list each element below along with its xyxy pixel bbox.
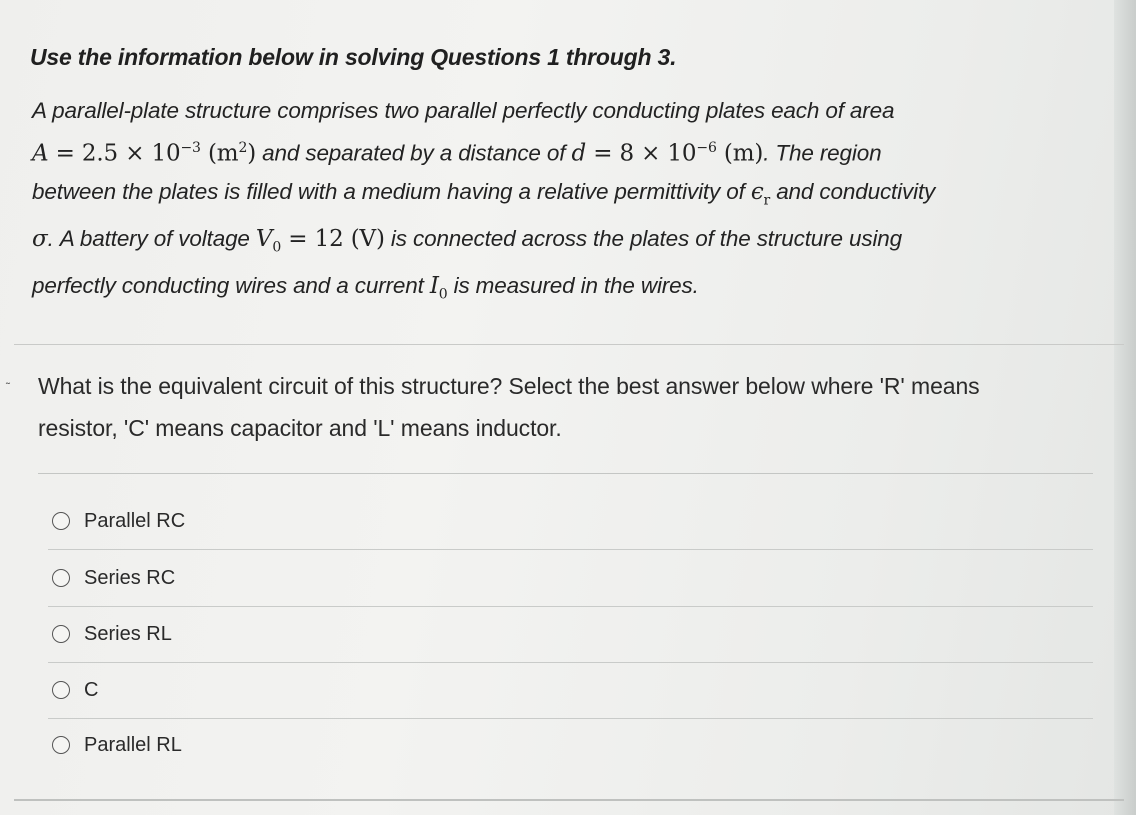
- current-subscript: 0: [438, 286, 448, 302]
- paragraph-text: and conductivity: [770, 178, 936, 204]
- answer-option-parallel-rc[interactable]: [48, 493, 1093, 550]
- radio-button-icon[interactable]: [52, 569, 70, 587]
- current-symbol: I: [429, 272, 439, 299]
- collapse-marker-icon: ˜: [6, 380, 10, 394]
- area-unit: (m: [200, 140, 239, 166]
- voltage-symbol: V: [255, 225, 273, 252]
- option-label[interactable]: C: [84, 678, 99, 701]
- radio-button-icon[interactable]: [52, 625, 70, 643]
- distance-symbol: d: [571, 140, 587, 166]
- paragraph-text: perfectly conducting wires and a current: [32, 272, 430, 298]
- paragraph-text: and separated by a distance of: [256, 140, 572, 165]
- radio-button-icon[interactable]: [52, 736, 70, 754]
- permittivity-symbol: ϵ: [750, 178, 764, 205]
- area-exponent: −3: [180, 139, 201, 156]
- question-prompt: What is the equivalent circuit of this structure? Select the best answer below where 'R' means resistor, 'C' means capacitor and 'L' means inductor.: [38, 373, 980, 441]
- distance-unit: (m): [716, 140, 764, 166]
- distance-value: = 8 × 10: [586, 140, 697, 166]
- information-paragraph: [32, 92, 1077, 314]
- option-label[interactable]: Parallel RL: [84, 733, 182, 756]
- distance-exponent: −6: [696, 139, 717, 156]
- option-label[interactable]: Parallel RC: [84, 509, 186, 532]
- area-symbol: A: [32, 140, 49, 166]
- radio-button-icon[interactable]: [52, 681, 70, 699]
- radio-button-icon[interactable]: [52, 512, 70, 530]
- conductivity-symbol: σ: [32, 225, 48, 252]
- area-unit-close: ): [247, 140, 257, 166]
- answer-option-parallel-rl[interactable]: [48, 717, 1093, 773]
- area-value: = 2.5 × 10: [48, 140, 181, 166]
- answer-option-c[interactable]: [48, 662, 1093, 719]
- paragraph-text: . A battery of voltage: [47, 225, 256, 251]
- voltage-subscript: 0: [272, 239, 282, 255]
- paragraph-text: A parallel-plate structure comprises two parallel perfectly conducting plates each of area: [32, 98, 895, 123]
- option-label[interactable]: Series RC: [84, 566, 176, 589]
- answer-option-series-rl[interactable]: [48, 606, 1093, 663]
- answer-option-series-rc[interactable]: [48, 550, 1093, 607]
- information-heading: Use the information below in solving Questions 1 through 3.: [30, 44, 677, 70]
- voltage-value: = 12 (V): [281, 225, 385, 252]
- permittivity-subscript: r: [763, 192, 771, 208]
- question-card: [14, 344, 1124, 801]
- paragraph-text: . The region: [763, 140, 882, 165]
- paragraph-text: between the plates is filled with a medium having a relative permittivity of: [32, 178, 751, 204]
- paragraph-text: is connected across the plates of the structure using: [384, 225, 903, 251]
- divider: [38, 473, 1093, 474]
- information-section: [0, 0, 1110, 330]
- paragraph-text: is measured in the wires.: [447, 272, 699, 298]
- area-unit-exponent: 2: [238, 139, 248, 156]
- option-label[interactable]: Series RL: [84, 622, 172, 645]
